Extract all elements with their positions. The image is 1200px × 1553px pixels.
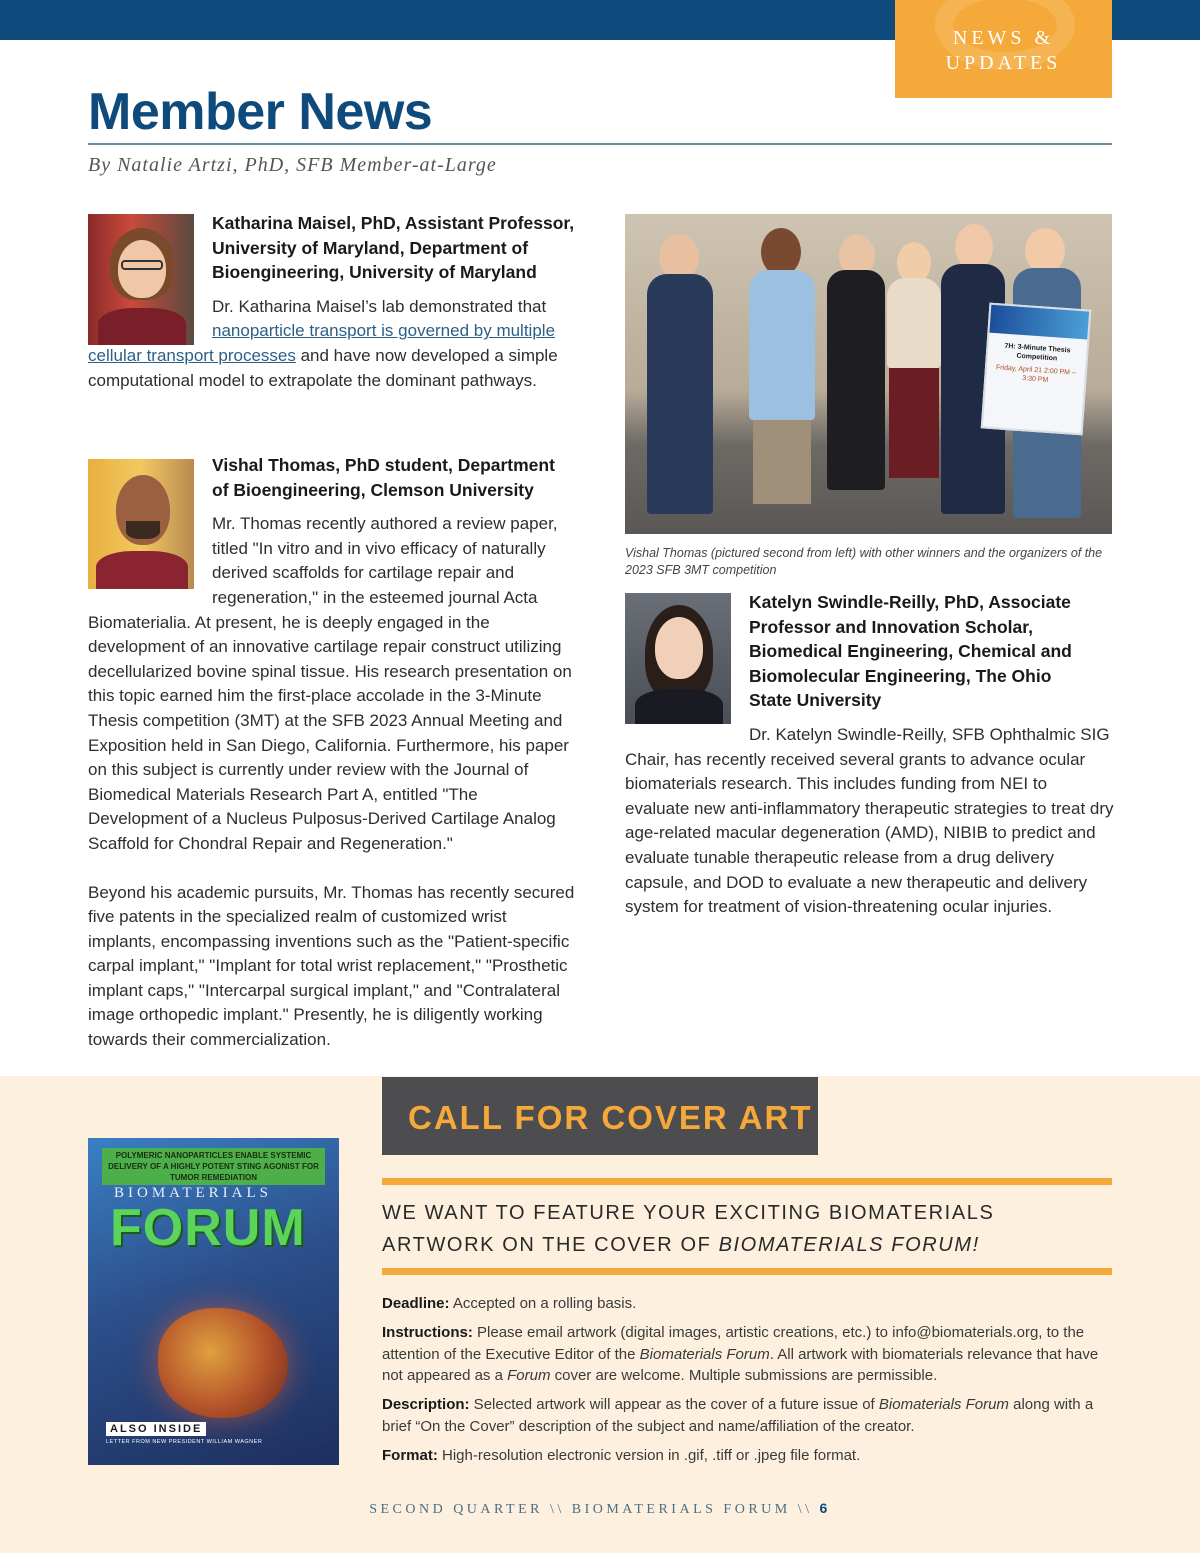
maisel-text-start: Dr. Katharina Maisel’s lab demonstrated that: [212, 296, 547, 316]
maisel-text-end: and have now developed a simple computational model to extrapolate the dominant pathways.: [88, 345, 558, 390]
orange-divider-bottom: [382, 1268, 1112, 1275]
feature-line-2-italic: BIOMATERIALS FORUM!: [718, 1234, 980, 1256]
thomas-paragraph-2: Beyond his academic pursuits, Mr. Thomas has recently secured five patents in the specialized realm of customized wrist implants, encompassing inventions such as the "Patient-specific carpal implant," "Implant for total wrist replacement," "Prosthetic implant caps," "Intercarpal surgical implant," and "Contralateral image orthopedic implant." Presently, he is diligently working towards their commercialization.: [88, 882, 575, 1050]
deadline-item: [382, 1293, 1112, 1315]
instructions-label: Instructions:: [382, 1323, 473, 1341]
footer-separator: \\: [790, 1502, 820, 1517]
feature-line-2-prefix: ARTWORK ON THE COVER OF: [382, 1234, 719, 1256]
title-divider: [88, 143, 1112, 145]
orange-divider-top: [382, 1178, 1112, 1185]
page-footer: [0, 1500, 1200, 1518]
instructions-italic-1: Biomaterials Forum: [639, 1345, 770, 1363]
swindle-text: Dr. Katelyn Swindle-Reilly, SFB Ophthalmic SIG Chair, has recently received several grants to advance ocular biomaterials research. This includes funding from NEI to evaluate new anti-inflammatory therapeutic strategies to treat dry age-related macular degeneration (AMD), NIBIB to predict and evaluate tunable therapeutic release from a drug delivery capsule, and DOD to evaluate a new therapeutic and delivery system for treatment of vision-threatening ocular injuries.: [625, 724, 1114, 917]
format-item: [382, 1445, 1112, 1467]
instructions-text-1: Please email artwork (digital images, artistic creations, etc.) to info@biomaterials.org, to the attention of the Executive Editor of the: [382, 1323, 1085, 1363]
tab-line-1: NEWS &: [952, 27, 1055, 49]
thomas-heading: Vishal Thomas, PhD student, Department of Bioengineering, Clemson University: [212, 455, 555, 500]
magazine-cover: [88, 1138, 339, 1465]
deadline-label: Deadline:: [382, 1295, 450, 1312]
footer-issue: SECOND QUARTER \\: [369, 1502, 572, 1517]
description-text-2: along with a brief “On the Cover” description of the subject and name/affiliation of the creator.: [382, 1396, 1094, 1435]
cover-headline: POLYMERIC NANOPARTICLES ENABLE SYSTEMIC DELIVERY OF A HIGHLY POTENT STING AGONIST FOR TUMOR REMEDIATION: [102, 1148, 325, 1185]
section-tab: [895, 0, 1112, 98]
description-label: Description:: [382, 1396, 470, 1414]
thomas-entry: [88, 453, 578, 1053]
submission-details: [382, 1293, 1112, 1474]
maisel-heading: Katharina Maisel, PhD, Assistant Professor, University of Maryland, Department of Bioengineering, University of Maryland: [212, 213, 575, 283]
group-photo: [625, 214, 1112, 534]
cover-artwork: [158, 1308, 288, 1418]
footer-publication: BIOMATERIALS FORUM: [571, 1502, 791, 1517]
description-item: [382, 1394, 1112, 1438]
thomas-paragraph-1: Mr. Thomas recently authored a review paper, titled "In vitro and in vivo efficacy of naturally derived scaffolds for cartilage repair and regeneration," in the esteemed journal Acta Biomaterialia. At present, he is deeply engaged in the development of an innovative cartilage repair construct utilizing decellularized bovine spinal tissue. His research presentation on this topic earned him the first-place accolade in the 3-Minute Thesis competition (3MT) at the SFB 2023 Annual Meeting and Exposition held in San Diego, California. Furthermore, his paper on this subject is currently under review with the Journal of Biomedical Materials Research Part A, entitled "The Development of a Nucleus Pulposus-Derived Cartilage Analog Scaffold for Chondral Repair and Regeneration.": [88, 514, 572, 853]
page-title: Member News: [88, 83, 433, 141]
description-text-1: Selected artwork will appear as the cover of a future issue of: [469, 1396, 879, 1414]
tab-line-2: UPDATES: [945, 52, 1062, 74]
instructions-text-2: . All artwork with biomaterials relevance that have not appeared as a: [382, 1345, 1099, 1385]
cover-masthead: FORUM: [110, 1199, 306, 1257]
feature-statement: [382, 1197, 1112, 1261]
byline: By Natalie Artzi, PhD, SFB Member-at-Large: [88, 154, 497, 176]
feature-line-2: [382, 1229, 1112, 1261]
cover-masthead-top: BIOMATERIALS: [114, 1185, 273, 1201]
format-text: High-resolution electronic version in .gif, .tiff or .jpeg file format.: [437, 1446, 861, 1464]
cover-letter-line: LETTER FROM NEW PRESIDENT WILLIAM WAGNER: [106, 1439, 263, 1445]
description-italic: Biomaterials Forum: [878, 1396, 1009, 1414]
swindle-heading: Katelyn Swindle-Reilly, PhD, Associate Professor and Innovation Scholar, Biomedical Engineering, Chemical and Biomolecular Engineering, The Ohio State University: [749, 592, 1072, 711]
deadline-text: Accepted on a rolling basis.: [449, 1295, 637, 1312]
sign-time: Friday, April 21 2:00 PM – 3:30 PM: [995, 364, 1077, 384]
format-label: Format:: [382, 1446, 438, 1464]
maisel-paper-link[interactable]: nanoparticle transport is governed by multiple cellular transport processes: [88, 321, 556, 365]
group-photo-caption: Vishal Thomas (pictured second from left) with other winners and the organizers of the 2023 SFB 3MT competition: [625, 546, 1103, 577]
cover-also-inside: ALSO INSIDE: [106, 1422, 206, 1436]
instructions-text-3: cover are welcome. Multiple submissions are permissible.: [550, 1367, 938, 1385]
call-for-cover-art-heading: CALL FOR COVER ART: [382, 1077, 818, 1155]
maisel-entry: [88, 211, 578, 393]
page-number: 6: [819, 1500, 831, 1516]
feature-line-1: WE WANT TO FEATURE YOUR EXCITING BIOMATERIALS: [382, 1202, 995, 1224]
instructions-item: [382, 1322, 1112, 1387]
competition-sign: [981, 303, 1092, 436]
sign-title: 7H: 3-Minute Thesis Competition: [1004, 342, 1071, 363]
swindle-entry: [625, 590, 1115, 920]
instructions-italic-2: Forum: [507, 1367, 551, 1385]
